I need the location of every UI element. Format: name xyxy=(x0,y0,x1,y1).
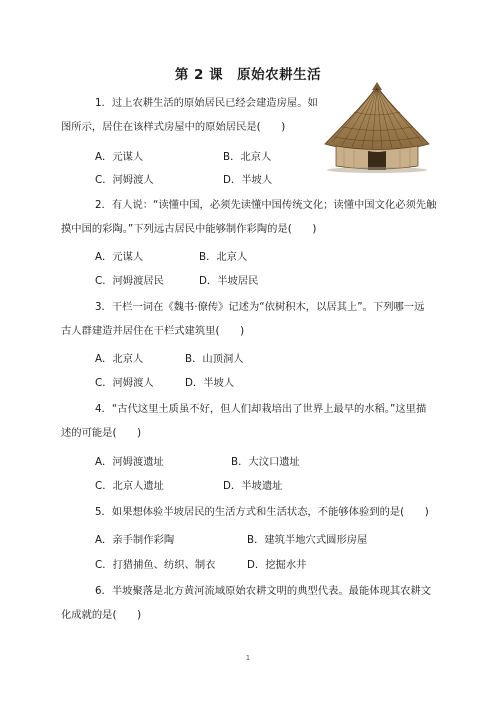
q4-stem-line-1: 4．“古代这里土质虽不好，但人们却栽培出了世界上最早的水稻。”这里描 xyxy=(95,403,427,415)
q5-stem-line-1: 5．如果想体验半坡居民的生活方式和生活状态，不能够体验到的是( ) xyxy=(95,506,429,518)
q2-stem-line-1: 2．有人说：“读懂中国，必须先读懂中国传统文化；读懂中国文化必须先触 xyxy=(95,199,437,211)
q2-stem-line-2: 摸中国的彩陶。”下列远古居民中能够制作彩陶的是( ) xyxy=(61,223,317,235)
q4-stem-line-2: 述的可能是( ) xyxy=(61,427,142,439)
q3-option-c: C．河姆渡人 xyxy=(95,377,154,389)
q1-option-b: B．北京人 xyxy=(223,151,272,163)
q1-option-c: C．河姆渡人 xyxy=(95,174,154,186)
q4-option-c: C．北京人遗址 xyxy=(95,480,164,492)
q1-option-d: D．半坡人 xyxy=(223,174,273,186)
lesson-title: 第 2 课 原始农耕生活 xyxy=(174,67,322,83)
q5-option-b: B．建筑半地穴式圆形房屋 xyxy=(247,534,368,546)
q3-option-b: B．山顶洞人 xyxy=(185,353,244,365)
q1-option-a: A．元谋人 xyxy=(95,151,144,163)
q5-option-a: A．亲手制作彩陶 xyxy=(95,534,175,546)
q1-stem-line-1: 1．过上农耕生活的原始居民已经会建造房屋。如 xyxy=(95,97,318,109)
q3-stem-line-1: 3．干栏一词在《魏书·僚传》记述为“依树积木，以居其上”。下列哪一远 xyxy=(95,301,425,313)
q6-stem-line-2: 化成就的是( ) xyxy=(61,609,142,621)
q6-stem-line-1: 6．半坡聚落是北方黄河流域原始农耕文明的典型代表。最能体现其农耕文 xyxy=(95,585,432,597)
q4-option-a: A．河姆渡遗址 xyxy=(95,456,164,468)
q3-stem-line-2: 古人群建造并居住在干栏式建筑里( ) xyxy=(61,325,245,337)
q5-option-c: C．打猎捕鱼、纺织、制衣 xyxy=(95,559,216,571)
q2-option-c: C．河姆渡居民 xyxy=(95,275,164,287)
q2-option-a: A．元谋人 xyxy=(95,251,144,263)
thatched-hut-illustration xyxy=(322,82,432,174)
q3-option-a: A．北京人 xyxy=(95,353,144,365)
q5-option-d: D．挖掘水井 xyxy=(247,559,307,571)
q1-stem-line-2: 图所示，居住在该样式房屋中的原始居民是( ) xyxy=(61,121,286,133)
page-number: 1 xyxy=(245,654,251,662)
q2-option-d: D．半坡居民 xyxy=(199,275,259,287)
q4-option-b: B．大汶口遗址 xyxy=(231,456,300,468)
q2-option-b: B．北京人 xyxy=(199,251,248,263)
q4-option-d: D．半坡遗址 xyxy=(223,480,283,492)
q3-option-d: D．半坡人 xyxy=(185,377,235,389)
